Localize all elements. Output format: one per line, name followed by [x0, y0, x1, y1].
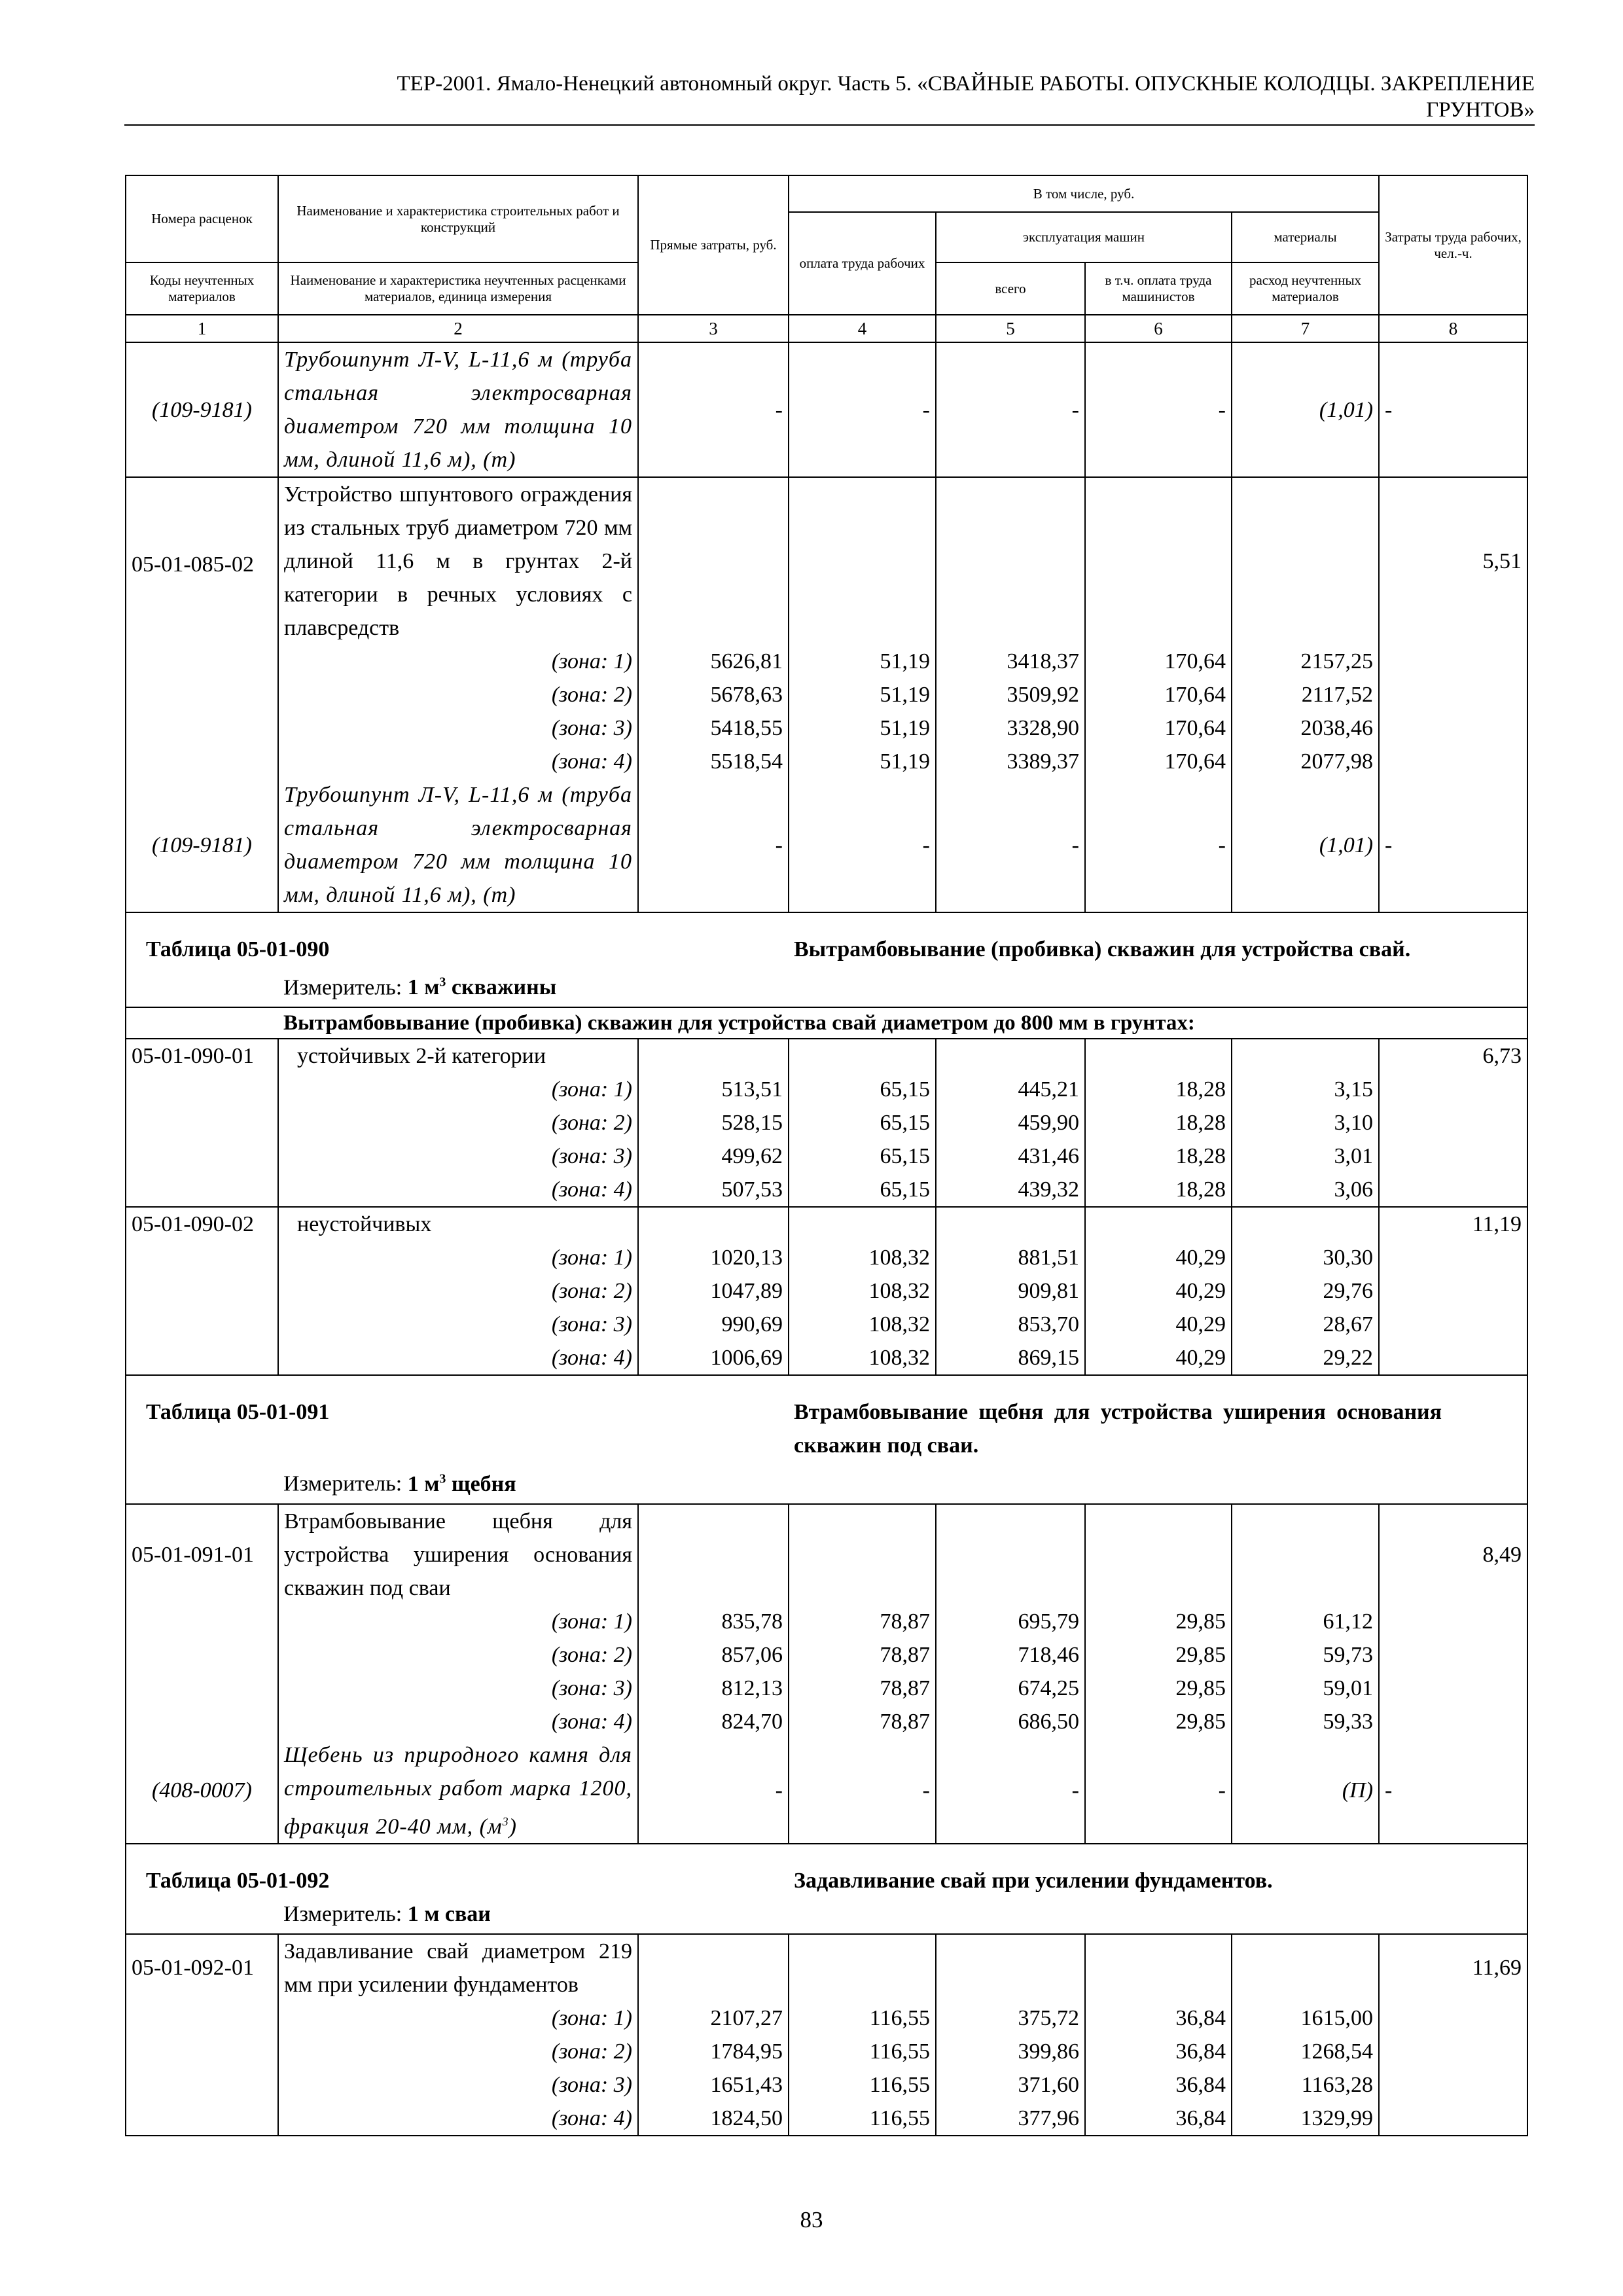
zone-row: [126, 1173, 1527, 1207]
cell: 1651,43: [638, 2068, 789, 2102]
labor-value: 8,49: [1379, 1504, 1527, 1605]
col-rate-numbers: Номера расценок: [151, 211, 253, 226]
rate-row: [126, 1504, 1527, 1605]
cell: 170,64: [1085, 678, 1232, 711]
zone-label: (зона: 4): [278, 1705, 638, 1738]
col-total: всего: [936, 262, 1085, 315]
zone-row: [126, 1341, 1527, 1375]
cell: 108,32: [789, 1341, 936, 1375]
rate-code: 05-01-091-01: [126, 1504, 278, 1605]
cell: 116,55: [789, 2068, 936, 2102]
cell: 990,69: [638, 1308, 789, 1341]
cell: 29,85: [1085, 1672, 1232, 1705]
col-labor-pay: оплата труда рабочих: [789, 212, 936, 315]
cell: 695,79: [936, 1605, 1085, 1638]
cell: 835,78: [638, 1605, 789, 1638]
rate-code: 05-01-085-02: [126, 477, 278, 645]
cell: -: [936, 342, 1085, 477]
cell: 812,13: [638, 1672, 789, 1705]
rate-name: Задавливание свай диаметром 219 мм при усилении фундаментов: [278, 1934, 638, 2001]
cell: -: [638, 778, 789, 912]
cell: 674,25: [936, 1672, 1085, 1705]
rate-name: Устройство шпунтового ограждения из стальных труб диаметром 720 мм длиной 11,6 м в грунтах 2-й категории в речных условиях с плавсредств: [278, 477, 638, 645]
cell: 29,85: [1085, 1605, 1232, 1638]
zone-label: (зона: 2): [278, 1274, 638, 1308]
cell: 439,32: [936, 1173, 1085, 1207]
col-work-name: Наименование и характеристика строительных работ и конструкций: [278, 175, 638, 262]
cell: 78,87: [789, 1605, 936, 1638]
material-row: [126, 342, 1527, 477]
cell: 170,64: [1085, 711, 1232, 745]
table-title: Вытрамбовывание (пробивка) скважин для устройства свай.: [789, 912, 1527, 966]
table-title: Задавливание свай при усилении фундаментов.: [789, 1844, 1527, 1897]
material-name: [278, 1738, 638, 1844]
labor-value: 5,51: [1379, 477, 1527, 645]
cell: 528,15: [638, 1106, 789, 1139]
zone-row: [126, 1274, 1527, 1308]
cell: 507,53: [638, 1173, 789, 1207]
running-header-line2: ГРУНТОВ»: [1426, 98, 1535, 122]
cell: 686,50: [936, 1705, 1085, 1738]
cell: 40,29: [1085, 1274, 1232, 1308]
cell: 51,19: [789, 711, 936, 745]
cell: 36,84: [1085, 2035, 1232, 2068]
cell: 18,28: [1085, 1073, 1232, 1106]
cell: 3418,37: [936, 645, 1085, 678]
measure: [278, 966, 1527, 1007]
cell: -: [638, 342, 789, 477]
zone-label: (зона: 1): [278, 1241, 638, 1274]
zone-row: [126, 711, 1527, 745]
cell: 170,64: [1085, 745, 1232, 778]
rate-name: неустойчивых: [278, 1207, 638, 1241]
cell: 51,19: [789, 678, 936, 711]
cell: 18,28: [1085, 1139, 1232, 1173]
measure-sup: 3: [439, 1471, 446, 1486]
col-including: В том числе, руб.: [789, 175, 1379, 212]
zone-label: (зона: 2): [278, 678, 638, 711]
cell: 431,46: [936, 1139, 1085, 1173]
cell: 3328,90: [936, 711, 1085, 745]
zone-label: (зона: 4): [278, 1173, 638, 1207]
labor-value: 11,69: [1379, 1934, 1527, 2001]
material-code: (408-0007): [152, 1778, 252, 1803]
cell: -: [1379, 778, 1527, 912]
column-number: 2: [278, 315, 638, 342]
column-numbers-row: [126, 315, 1527, 342]
cell: 3,15: [1232, 1073, 1379, 1106]
cell: 116,55: [789, 2102, 936, 2136]
zone-row: [126, 1638, 1527, 1672]
cell: 3,01: [1232, 1139, 1379, 1173]
cell: 40,29: [1085, 1341, 1232, 1375]
cell: 1047,89: [638, 1274, 789, 1308]
running-header: [124, 71, 1535, 123]
table-number: Таблица 05-01-092: [126, 1844, 789, 1897]
rate-code: 05-01-090-01: [132, 1044, 254, 1069]
zone-row: [126, 1139, 1527, 1173]
cell: (1,01): [1232, 342, 1379, 477]
zone-label: (зона: 1): [278, 1073, 638, 1106]
cell: -: [789, 1738, 936, 1844]
zone-label: (зона: 4): [278, 1341, 638, 1375]
cell: 59,73: [1232, 1638, 1379, 1672]
measure-what: скважины: [451, 975, 557, 1000]
cell: -: [1379, 342, 1527, 477]
cell: 170,64: [1085, 645, 1232, 678]
zone-label: (зона: 3): [278, 1308, 638, 1341]
cell: 29,85: [1085, 1705, 1232, 1738]
cell: 3,10: [1232, 1106, 1379, 1139]
rate-row: [126, 1207, 1527, 1241]
cell: 1268,54: [1232, 2035, 1379, 2068]
cell: 857,06: [638, 1638, 789, 1672]
measure-sup: 3: [439, 975, 446, 990]
cell: 78,87: [789, 1705, 936, 1738]
cell: 116,55: [789, 2001, 936, 2035]
zone-label: (зона: 3): [278, 2068, 638, 2102]
cell: 18,28: [1085, 1106, 1232, 1139]
measure-row: [126, 1462, 1527, 1503]
zone-label: (зона: 4): [278, 745, 638, 778]
cell: 1784,95: [638, 2035, 789, 2068]
cell: 3,06: [1232, 1173, 1379, 1207]
cell: 718,46: [936, 1638, 1085, 1672]
cell: -: [1379, 1738, 1527, 1844]
cell: 881,51: [936, 1241, 1085, 1274]
cell: 51,19: [789, 745, 936, 778]
cell: -: [1085, 778, 1232, 912]
cell: 869,15: [936, 1341, 1085, 1375]
cell: 36,84: [1085, 2068, 1232, 2102]
zone-row: [126, 1308, 1527, 1341]
table-heading: [126, 912, 1527, 966]
cell: 29,22: [1232, 1341, 1379, 1375]
measure: [278, 1462, 1527, 1503]
measure-what: щебня: [451, 1471, 516, 1496]
cell: -: [789, 342, 936, 477]
cell: 1824,50: [638, 2102, 789, 2136]
rate-row: [126, 1934, 1527, 2001]
cell: 2117,52: [1232, 678, 1379, 711]
column-number: 7: [1232, 315, 1379, 342]
cell: -: [789, 778, 936, 912]
zone-row: [126, 745, 1527, 778]
table-number: Таблица 05-01-091: [126, 1375, 789, 1462]
cell: (1,01): [1232, 778, 1379, 912]
cell: 108,32: [789, 1274, 936, 1308]
col-material-use: расход неучтенных материалов: [1232, 262, 1379, 315]
measure-prefix: Измеритель:: [283, 1901, 402, 1926]
col-machinist-pay: в т.ч. оплата труда машинистов: [1085, 262, 1232, 315]
cell: 5418,55: [638, 711, 789, 745]
col-material-name: Наименование и характеристика неучтенных расценками материалов, единица измерения: [278, 262, 638, 315]
zone-label: (зона: 2): [278, 1106, 638, 1139]
zone-row: [126, 645, 1527, 678]
zone-row: [126, 2001, 1527, 2035]
column-number: 4: [789, 315, 936, 342]
zone-row: [126, 1241, 1527, 1274]
cell: 499,62: [638, 1139, 789, 1173]
measure-row: [126, 1897, 1527, 1934]
zone-row: [126, 2068, 1527, 2102]
cell: -: [638, 1738, 789, 1844]
cell: 40,29: [1085, 1241, 1232, 1274]
cell: 909,81: [936, 1274, 1085, 1308]
header-divider: [124, 124, 1535, 126]
running-header-line1: ТЕР-2001. Ямало-Ненецкий автономный округ. Часть 5. «СВАЙНЫЕ РАБОТЫ. ОПУСКНЫЕ КОЛОДЦЫ. ЗАКРЕПЛЕНИЕ: [397, 72, 1535, 96]
column-number: 1: [126, 315, 278, 342]
cell: 399,86: [936, 2035, 1085, 2068]
zone-label: (зона: 2): [278, 2035, 638, 2068]
cell: 1329,99: [1232, 2102, 1379, 2136]
labor-value: 11,19: [1379, 1207, 1527, 1241]
cell: 29,76: [1232, 1274, 1379, 1308]
zone-row: [126, 1073, 1527, 1106]
col-machine-ops: эксплуатация машин: [936, 212, 1232, 262]
cell: 2157,25: [1232, 645, 1379, 678]
cell: 1006,69: [638, 1341, 789, 1375]
cell: 853,70: [936, 1308, 1085, 1341]
cell: -: [936, 1738, 1085, 1844]
subheading-row: [126, 1007, 1527, 1039]
cell: 2038,46: [1232, 711, 1379, 745]
col-labor-costs: Затраты труда рабочих, чел.-ч.: [1379, 175, 1527, 315]
cell: 65,15: [789, 1106, 936, 1139]
material-name-sup: 3: [502, 1814, 509, 1828]
measure-prefix: Измеритель:: [283, 975, 402, 1000]
cell: 28,67: [1232, 1308, 1379, 1341]
column-number: 5: [936, 315, 1085, 342]
material-name-end: ): [508, 1814, 517, 1839]
measure-unit: 1 м: [407, 1471, 440, 1496]
cell: 65,15: [789, 1173, 936, 1207]
subheading: Вытрамбовывание (пробивка) скважин для устройства свай диаметром до 800 мм в грунтах:: [278, 1007, 1527, 1039]
measure: [278, 1897, 1527, 1934]
zone-row: [126, 1605, 1527, 1638]
cell: 59,01: [1232, 1672, 1379, 1705]
measure-row: [126, 966, 1527, 1007]
cell: (П): [1232, 1738, 1379, 1844]
cell: 1163,28: [1232, 2068, 1379, 2102]
cell: -: [1085, 342, 1232, 477]
col-material-codes: Коды неучтенных материалов: [126, 262, 278, 315]
cell: 61,12: [1232, 1605, 1379, 1638]
measure-unit: 1 м: [407, 975, 440, 1000]
column-number: 6: [1085, 315, 1232, 342]
page-number: 83: [800, 2207, 823, 2233]
column-number: 3: [638, 315, 789, 342]
labor-value: 6,73: [1379, 1039, 1527, 1073]
cell: 5518,54: [638, 745, 789, 778]
cell: 65,15: [789, 1073, 936, 1106]
cell: 3389,37: [936, 745, 1085, 778]
measure-prefix: Измеритель:: [283, 1471, 402, 1496]
cell: 108,32: [789, 1241, 936, 1274]
cell: 65,15: [789, 1139, 936, 1173]
cell: 30,30: [1232, 1241, 1379, 1274]
zone-row: [126, 1705, 1527, 1738]
material-row: [126, 778, 1527, 912]
cell: 59,33: [1232, 1705, 1379, 1738]
zone-label: (зона: 3): [278, 711, 638, 745]
cell: 108,32: [789, 1308, 936, 1341]
cell: 29,85: [1085, 1638, 1232, 1672]
cell: 1020,13: [638, 1241, 789, 1274]
rate-name: устойчивых 2-й категории: [278, 1039, 638, 1073]
cell: 1615,00: [1232, 2001, 1379, 2035]
zone-label: (зона: 4): [278, 2102, 638, 2136]
material-name: Трубошпунт Л-V, L-11,6 м (труба стальная электросварная диаметром 720 мм толщина 10 мм, длиной 11,6 м), (т): [278, 342, 638, 477]
rate-code: 05-01-090-02: [126, 1207, 278, 1241]
cell: 513,51: [638, 1073, 789, 1106]
zone-label: (зона: 2): [278, 1638, 638, 1672]
zone-row: [126, 2035, 1527, 2068]
cell: 445,21: [936, 1073, 1085, 1106]
cell: 78,87: [789, 1672, 936, 1705]
cell: 36,84: [1085, 2102, 1232, 2136]
table-number: Таблица 05-01-090: [126, 912, 789, 966]
cell: 51,19: [789, 645, 936, 678]
zone-label: (зона: 3): [278, 1139, 638, 1173]
rate-row: [126, 477, 1527, 645]
rate-code: 05-01-092-01: [126, 1934, 278, 2001]
zone-label: (зона: 1): [278, 2001, 638, 2035]
cell: 824,70: [638, 1705, 789, 1738]
cell: 36,84: [1085, 2001, 1232, 2035]
cell: 18,28: [1085, 1173, 1232, 1207]
cell: 5678,63: [638, 678, 789, 711]
material-code: (109-9181): [152, 397, 252, 422]
col-direct-costs: Прямые затраты, руб.: [638, 175, 789, 315]
cell: 371,60: [936, 2068, 1085, 2102]
table-title: Втрамбовывание щебня для устройства уширения основания скважин под сваи.: [789, 1375, 1527, 1462]
cell: 40,29: [1085, 1308, 1232, 1341]
table-heading: [126, 1375, 1527, 1462]
cell: -: [936, 778, 1085, 912]
zone-row: [126, 1106, 1527, 1139]
zone-row: [126, 2102, 1527, 2136]
material-code: (109-9181): [152, 833, 252, 857]
zone-row: [126, 1672, 1527, 1705]
cell: 2107,27: [638, 2001, 789, 2035]
table-heading: [126, 1844, 1527, 1897]
rate-name: Втрамбовывание щебня для устройства уширения основания скважин под сваи: [278, 1504, 638, 1605]
material-name: Трубошпунт Л-V, L-11,6 м (труба стальная электросварная диаметром 720 мм толщина 10 мм, длиной 11,6 м), (т): [278, 778, 638, 912]
cell: 3509,92: [936, 678, 1085, 711]
zone-label: (зона: 1): [278, 645, 638, 678]
cell: 78,87: [789, 1638, 936, 1672]
zone-label: (зона: 1): [278, 1605, 638, 1638]
column-number: 8: [1379, 315, 1527, 342]
rate-row: [126, 1039, 1527, 1073]
cell: -: [1085, 1738, 1232, 1844]
zone-label: (зона: 3): [278, 1672, 638, 1705]
measure-what: 1 м сваи: [407, 1901, 491, 1926]
cell: 116,55: [789, 2035, 936, 2068]
col-materials: материалы: [1232, 212, 1379, 262]
cell: 2077,98: [1232, 745, 1379, 778]
material-row: [126, 1738, 1527, 1844]
cell: 459,90: [936, 1106, 1085, 1139]
cell: 375,72: [936, 2001, 1085, 2035]
material-name-text: Щебень из природного камня для строительных работ марка 1200, фракция 20-40 мм, (м: [284, 1742, 632, 1839]
cell: 377,96: [936, 2102, 1085, 2136]
rates-table: [125, 175, 1528, 2136]
cell: 5626,81: [638, 645, 789, 678]
zone-row: [126, 678, 1527, 711]
